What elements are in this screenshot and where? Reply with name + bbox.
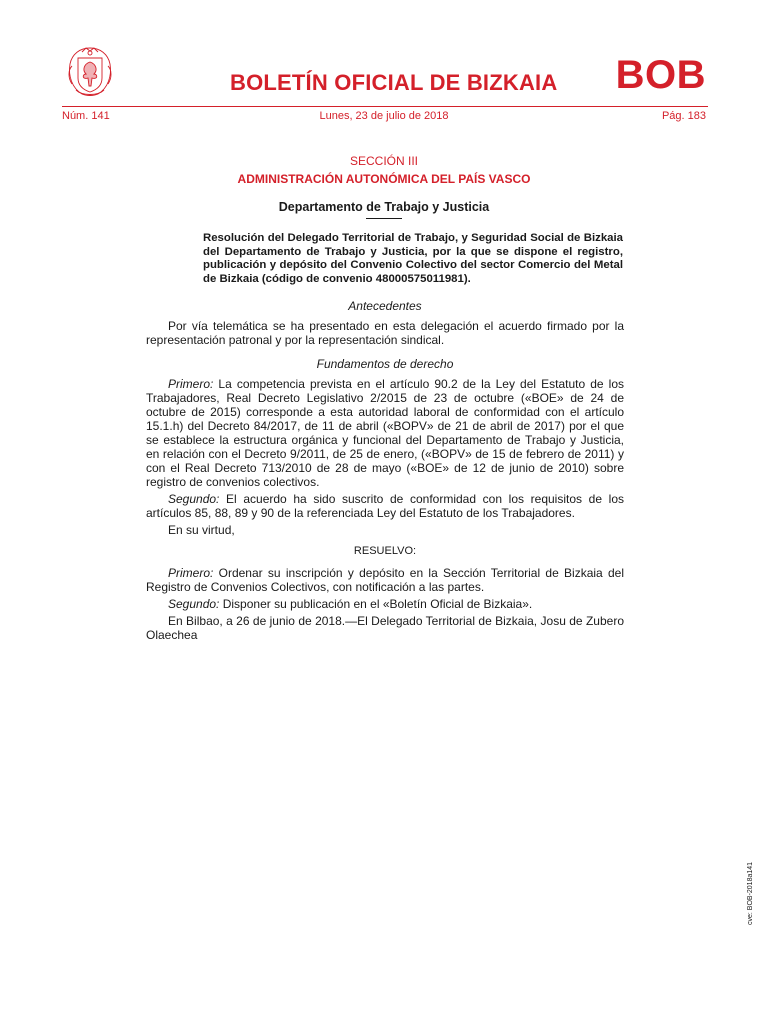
- fundamentos-segundo-label: Segundo:: [168, 492, 220, 506]
- resuelvo-segundo: [146, 597, 624, 611]
- antecedentes-paragraph: Por vía telemática se ha presentado en esta delegación el acuerdo firmado por la representación patronal y por la representación sindical.: [146, 319, 624, 347]
- cve-code: cve: BOB-2018a141: [747, 861, 754, 925]
- fundamentos-block: [146, 357, 624, 537]
- issue-number: Núm. 141: [62, 110, 110, 122]
- resuelvo-primero: [146, 566, 624, 594]
- resuelvo-block: [146, 544, 624, 642]
- resuelvo-heading: RESUELVO:: [353, 545, 417, 557]
- fundamentos-segundo-text: El acuerdo ha sido suscrito de conformidad con los requisitos de los artículos 85, 88, 89 y 90 de la referenciada Ley del Estatuto de los Trabajadores.: [146, 492, 624, 520]
- fundamentos-primero-label: Primero:: [168, 377, 214, 391]
- bizkaia-coat-of-arms-icon: [62, 44, 118, 100]
- resuelvo-segundo-label: Segundo:: [168, 597, 220, 611]
- section-name: ADMINISTRACIÓN AUTONÓMICA DEL PAÍS VASCO: [237, 172, 531, 186]
- resuelvo-primero-label: Primero:: [168, 566, 214, 580]
- antecedentes-heading: Antecedentes: [348, 299, 422, 313]
- fundamentos-primero: [146, 377, 624, 489]
- journal-title: BOLETÍN OFICIAL DE BIZKAIA: [230, 70, 558, 95]
- resuelvo-primero-text: Ordenar su inscripción y depósito en la Sección Territorial de Bizkaia del Registro de Convenios Colectivos, con notificación a las partes.: [146, 566, 624, 594]
- page-number: Pág. 183: [661, 110, 706, 122]
- fundamentos-segundo: [146, 492, 624, 520]
- issue-date: Lunes, 23 de julio de 2018: [319, 110, 449, 122]
- resuelvo-segundo-text: Disponer su publicación en el «Boletín Oficial de Bizkaia».: [219, 597, 533, 611]
- header-divider: [62, 106, 708, 107]
- journal-acronym: BOB: [615, 53, 706, 97]
- section-label: SECCIÓN III: [349, 154, 418, 168]
- department-heading: Departamento de Trabajo y Justicia: [278, 200, 490, 214]
- en-su-virtud: En su virtud,: [168, 523, 235, 537]
- fundamentos-heading: Fundamentos de derecho: [316, 357, 454, 371]
- signature-line: En Bilbao, a 26 de junio de 2018.—El Delegado Territorial de Bizkaia, Josu de Zubero Olaechea: [146, 614, 624, 642]
- fundamentos-primero-text: La competencia prevista en el artículo 90.2 de la Ley del Estatuto de los Trabajadores, Real Decreto Legislativo 2/2015 de 23 de octubre («BOE» de 24 de octubre de 2015) corresponde a esta autoridad laboral de conformidad con el artículo 15.1.h) del Decreto 84/2017, de 11 de abril («BOPV» de 21 de abril de 2017) por el que se establece la estructura orgánica y funcional del Departamento de Trabajo y Justicia, en relación con el Decreto 9/2011, de 25 de enero, («BOPV» de 15 de febrero de 2011) y con el Real Decreto 713/2010 de 28 de mayo («BOE» de 12 de junio de 2010) sobre registro de convenios colectivos.: [146, 377, 624, 489]
- department-divider: [366, 218, 402, 219]
- resolution-title: Resolución del Delegado Territorial de Trabajo, y Seguridad Social de Bizkaia del Departamento de Trabajo y Justicia, por la que se dispone el registro, publicación y depósito del Convenio Colectivo del sector Comercio del Metal de Bizkaia (código de convenio 48000575011981).: [203, 232, 623, 285]
- antecedentes-block: [146, 299, 624, 347]
